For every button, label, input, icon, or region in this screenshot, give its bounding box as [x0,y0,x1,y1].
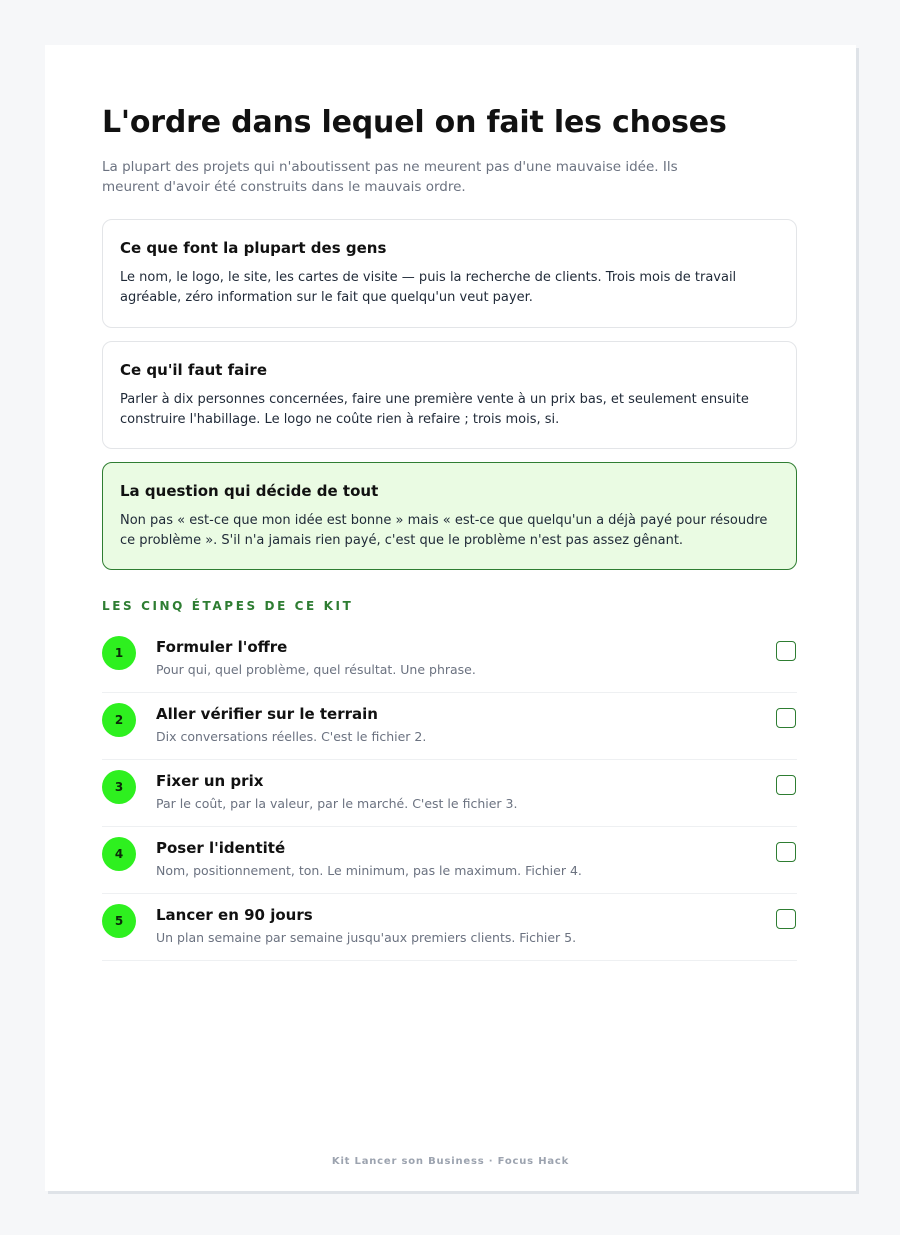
steps-section-label: LES CINQ ÉTAPES DE CE KIT [102,599,354,613]
page-lead: La plupart des projets qui n'aboutissent pas ne meurent pas d'une mauvaise idée. Ils meurent d'avoir été construits dans le mauvais ordre. [102,159,678,195]
step-item-4 [102,827,797,894]
step-title: Lancer en 90 jours [156,906,313,924]
step-description: Dix conversations réelles. C'est le fichier 2. [156,729,427,744]
document-page [45,45,856,1191]
step-description: Pour qui, quel problème, quel résultat. Une phrase. [156,662,476,677]
step-description: Par le coût, par la valeur, par le marché. C'est le fichier 3. [156,796,518,811]
step-checkbox[interactable] [776,842,796,862]
step-item-2 [102,693,797,760]
card-body: Non pas « est-ce que mon idée est bonne » mais « est-ce que quelqu'un a déjà payé pour résoudre ce problème ». S'il n'a jamais rien payé, c'est que le problème n'est pas assez gênant. [120,513,768,548]
step-number-badge: 5 [102,904,136,938]
step-number-badge: 1 [102,636,136,670]
step-item-3 [102,760,797,827]
page-content [102,105,797,961]
page-title: L'ordre dans lequel on fait les choses [102,105,727,140]
step-title: Formuler l'offre [156,638,288,656]
step-checkbox[interactable] [776,641,796,661]
step-checkbox[interactable] [776,775,796,795]
card-key-question [102,462,797,570]
card-common-mistake [102,219,797,328]
step-number-badge: 2 [102,703,136,737]
steps-list [102,626,797,961]
step-item-5 [102,894,797,961]
step-description: Nom, positionnement, ton. Le minimum, pas le maximum. Fichier 4. [156,863,582,878]
step-item-1 [102,626,797,693]
card-body: Parler à dix personnes concernées, faire une première vente à un prix bas, et seulement ensuite construire l'habillage. Le logo ne coûte rien à refaire ; trois mois, si. [120,392,749,427]
step-number-badge: 4 [102,837,136,871]
step-checkbox[interactable] [776,909,796,929]
step-title: Aller vérifier sur le terrain [156,705,378,723]
card-title: La question qui décide de tout [120,482,379,500]
step-description: Un plan semaine par semaine jusqu'aux premiers clients. Fichier 5. [156,930,577,945]
card-title: Ce qu'il faut faire [120,361,267,379]
card-body: Le nom, le logo, le site, les cartes de visite — puis la recherche de clients. Trois mois de travail agréable, zéro information sur le fait que quelqu'un veut payer. [120,270,737,305]
page-footer: Kit Lancer son Business · Focus Hack [331,1156,570,1167]
card-what-to-do [102,341,797,449]
step-number-badge: 3 [102,770,136,804]
step-title: Fixer un prix [156,772,264,790]
step-checkbox[interactable] [776,708,796,728]
step-title: Poser l'identité [156,839,286,857]
card-title: Ce que font la plupart des gens [120,239,387,257]
